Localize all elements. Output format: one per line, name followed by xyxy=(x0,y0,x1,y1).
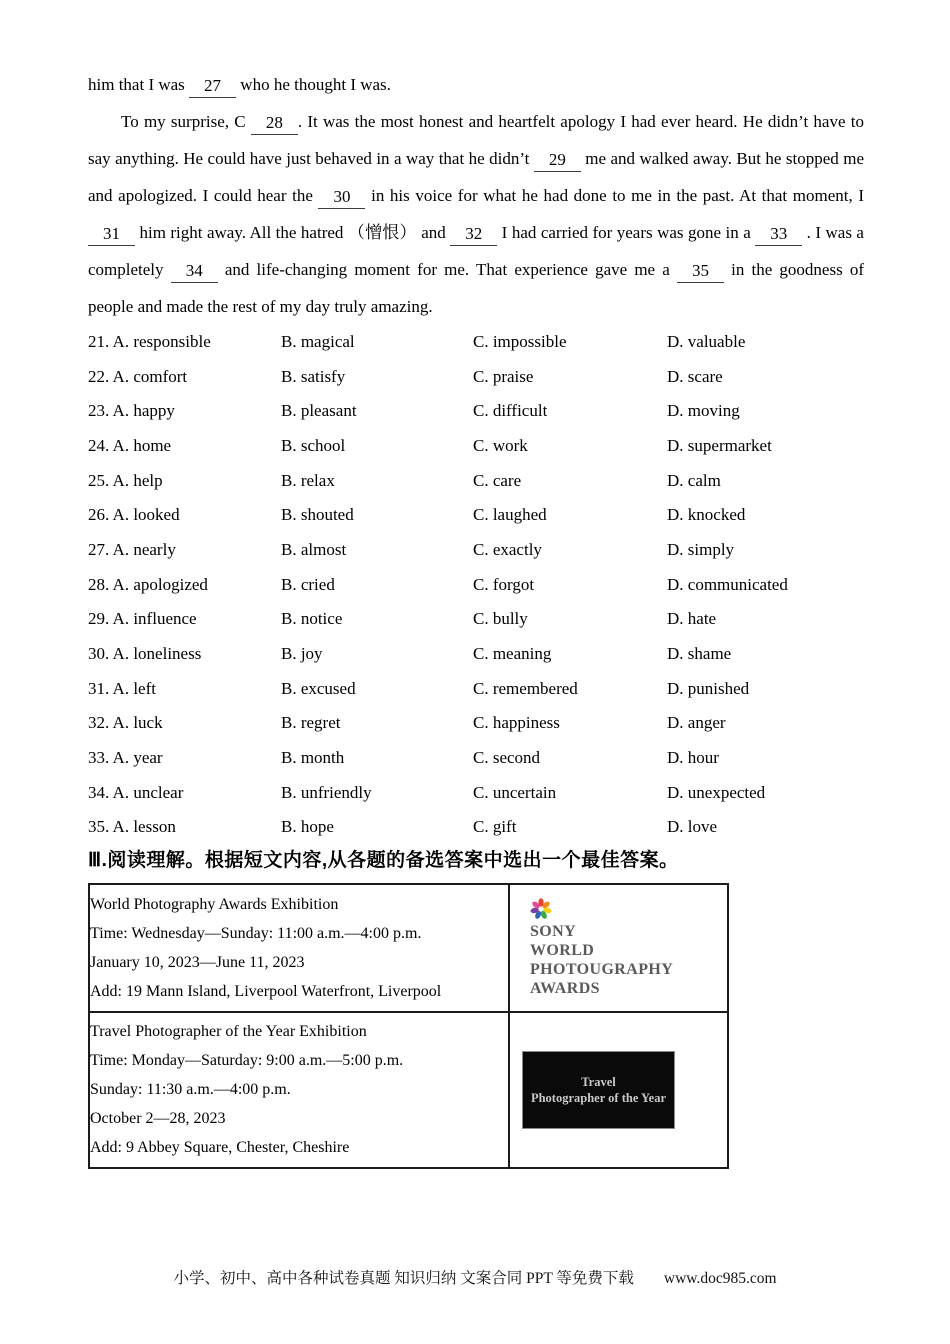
option-c: C. exactly xyxy=(473,539,542,559)
option-a: 24. A. home xyxy=(88,435,172,455)
exam-page-body xyxy=(88,0,864,1169)
option-b: B. magical xyxy=(281,332,355,351)
question-row-28 xyxy=(88,568,864,603)
cloze-blank-31: 31 xyxy=(88,223,135,246)
option-d: D. simply xyxy=(667,539,735,559)
cloze-blank-33: 33 xyxy=(755,223,802,246)
passage-text: him right away. All the hatred （憎恨） and xyxy=(135,223,451,242)
option-d: D. scare xyxy=(667,366,723,386)
exhibition1-address: Add: 19 Mann Island, Liverpool Waterfront, Liverpool xyxy=(90,982,442,1000)
question-row-35 xyxy=(88,810,864,845)
question-row-22 xyxy=(88,360,864,395)
question-row-29 xyxy=(88,602,864,637)
logo-line: PHOTOUGRAPHY xyxy=(530,960,674,978)
option-c: C. praise xyxy=(473,366,534,386)
option-a: 34. A. unclear xyxy=(88,782,184,802)
exhibition1-info-cell xyxy=(89,884,509,1012)
cloze-blank-30: 30 xyxy=(318,186,365,209)
option-b: B. month xyxy=(281,747,345,767)
exhibition2-info-cell xyxy=(89,1012,509,1168)
option-d: D. moving xyxy=(667,401,740,421)
option-d: D. hate xyxy=(667,609,717,629)
badge-line: Photographer of the Year xyxy=(530,1090,667,1105)
question-row-26 xyxy=(88,498,864,533)
question-row-21 xyxy=(88,325,864,360)
passage-text: who he thought I was. xyxy=(236,75,391,94)
cloze-blank-35: 35 xyxy=(677,260,724,283)
sony-world-photography-awards-logo xyxy=(510,898,727,998)
question-row-31 xyxy=(88,672,864,707)
cloze-blank-34: 34 xyxy=(171,260,218,283)
cloze-blank-29: 29 xyxy=(534,149,581,172)
exhibition1-dates: January 10, 2023—June 11, 2023 xyxy=(90,953,305,971)
option-d: D. communicated xyxy=(667,574,788,594)
passage-text: in the goodness of people and made the rest of my day truly amazing. xyxy=(88,260,865,316)
option-b: B. excused xyxy=(281,678,356,698)
exhibition1-logo-cell xyxy=(509,884,728,1012)
option-a: 33. A. year xyxy=(88,747,163,767)
logo-line: AWARDS xyxy=(530,979,600,997)
question-row-34 xyxy=(88,776,864,811)
question-row-27 xyxy=(88,533,864,568)
option-c: C. difficult xyxy=(473,401,548,421)
option-c: C. work xyxy=(473,435,528,455)
option-c: C. care xyxy=(473,470,522,490)
passage-text: . It was the most honest and heartfelt apology I had ever heard. He didn’t have to say anything. He could have just behaved in a way that he didn’t xyxy=(88,112,864,168)
question-row-32 xyxy=(88,706,864,741)
badge-line: Travel xyxy=(581,1074,616,1089)
option-c: C. meaning xyxy=(473,643,552,663)
option-d: D. hour xyxy=(667,747,719,767)
option-b: B. hope xyxy=(281,817,334,837)
passage-text: me and walked away. But he stopped me and apologized. I could hear the xyxy=(88,149,864,205)
option-b: B. satisfy xyxy=(281,366,346,386)
cloze-passage-paragraph xyxy=(88,103,864,325)
passage-text: To my surprise, C xyxy=(121,112,251,131)
logo-line: WORLD xyxy=(530,941,595,959)
exhibition2-dates: October 2—28, 2023 xyxy=(90,1110,226,1128)
section3-heading: Ⅲ.阅读理解。根据短文内容,从各题的备选答案中选出一个最佳答案。 xyxy=(88,849,679,871)
cloze-options-list xyxy=(88,325,864,845)
option-d: D. punished xyxy=(667,678,750,698)
option-d: D. shame xyxy=(667,643,732,663)
cloze-blank-32: 32 xyxy=(450,223,497,246)
option-b: B. joy xyxy=(281,643,323,663)
option-c: C. laughed xyxy=(473,505,547,525)
passage-text: in his voice for what he had done to me in the past. At that moment, I xyxy=(365,186,864,205)
option-d: D. love xyxy=(667,817,718,837)
table-row xyxy=(89,1012,728,1168)
passage-text: him that I was xyxy=(88,75,190,94)
option-a: 21. A. responsible xyxy=(88,332,211,351)
option-c: C. forgot xyxy=(473,574,535,594)
footer-url: www.doc985.com xyxy=(663,1270,777,1287)
option-b: B. relax xyxy=(281,470,335,490)
cloze-passage-line xyxy=(88,66,864,103)
option-a: 22. A. comfort xyxy=(88,366,188,386)
logo-line: SONY xyxy=(530,922,577,940)
option-c: C. happiness xyxy=(473,713,560,733)
footer-text: 小学、初中、高中各种试卷真题 知识归纳 文案合同 PPT 等免费下载 xyxy=(173,1270,634,1287)
pinwheel-flower-icon xyxy=(530,898,552,920)
option-a: 23. A. happy xyxy=(88,401,175,421)
question-row-33 xyxy=(88,741,864,776)
exhibition1-time: Time: Wednesday—Sunday: 11:00 a.m.—4:00 p.m. xyxy=(90,924,422,942)
passage-text: . I was a completely xyxy=(88,223,864,279)
exhibition1-title: World Photography Awards Exhibition xyxy=(90,895,339,913)
option-b: B. regret xyxy=(281,713,341,733)
option-d: D. valuable xyxy=(667,332,746,351)
option-a: 32. A. luck xyxy=(88,713,163,733)
option-a: 25. A. help xyxy=(88,470,163,490)
option-c: C. second xyxy=(473,747,541,767)
cloze-blank-27: 27 xyxy=(189,75,236,98)
option-b: B. unfriendly xyxy=(281,782,372,802)
option-c: C. uncertain xyxy=(473,782,557,802)
option-b: B. cried xyxy=(281,574,335,594)
option-b: B. school xyxy=(281,435,346,455)
option-d: D. unexpected xyxy=(667,782,766,802)
question-row-23 xyxy=(88,394,864,429)
question-row-25 xyxy=(88,464,864,499)
option-b: B. notice xyxy=(281,609,343,629)
exhibition2-time: Time: Monday—Saturday: 9:00 a.m.—5:00 p.m. xyxy=(90,1052,404,1070)
option-b: B. shouted xyxy=(281,505,354,525)
option-d: D. supermarket xyxy=(667,435,772,455)
option-a: 31. A. left xyxy=(88,678,156,698)
option-d: D. anger xyxy=(667,713,726,733)
option-c: C. impossible xyxy=(473,332,567,351)
option-d: D. knocked xyxy=(667,505,746,525)
exhibition2-logo-cell xyxy=(509,1012,728,1168)
passage-text: I had carried for years was gone in a xyxy=(497,223,756,242)
passage-text: and life-changing moment for me. That experience gave me a xyxy=(217,260,677,279)
option-c: C. gift xyxy=(473,817,517,837)
option-a: 30. A. loneliness xyxy=(88,643,202,663)
option-a: 29. A. influence xyxy=(88,609,197,629)
question-row-24 xyxy=(88,429,864,464)
option-a: 27. A. nearly xyxy=(88,539,176,559)
option-a: 35. A. lesson xyxy=(88,817,176,837)
option-b: B. almost xyxy=(281,539,347,559)
option-a: 28. A. apologized xyxy=(88,574,208,594)
travel-photographer-badge xyxy=(522,1051,675,1129)
exhibition2-title: Travel Photographer of the Year Exhibition xyxy=(90,1023,367,1041)
option-c: C. bully xyxy=(473,609,528,629)
exhibition2-address: Add: 9 Abbey Square, Chester, Cheshire xyxy=(90,1139,350,1157)
option-b: B. pleasant xyxy=(281,401,357,421)
table-row xyxy=(89,884,728,1012)
option-a: 26. A. looked xyxy=(88,505,180,525)
cloze-blank-28: 28 xyxy=(251,112,298,135)
question-row-30 xyxy=(88,637,864,672)
page-footer xyxy=(0,1266,950,1288)
exhibition2-sunday-time: Sunday: 11:30 a.m.—4:00 p.m. xyxy=(90,1081,291,1099)
option-c: C. remembered xyxy=(473,678,578,698)
exhibitions-table xyxy=(88,883,729,1169)
option-d: D. calm xyxy=(667,470,721,490)
